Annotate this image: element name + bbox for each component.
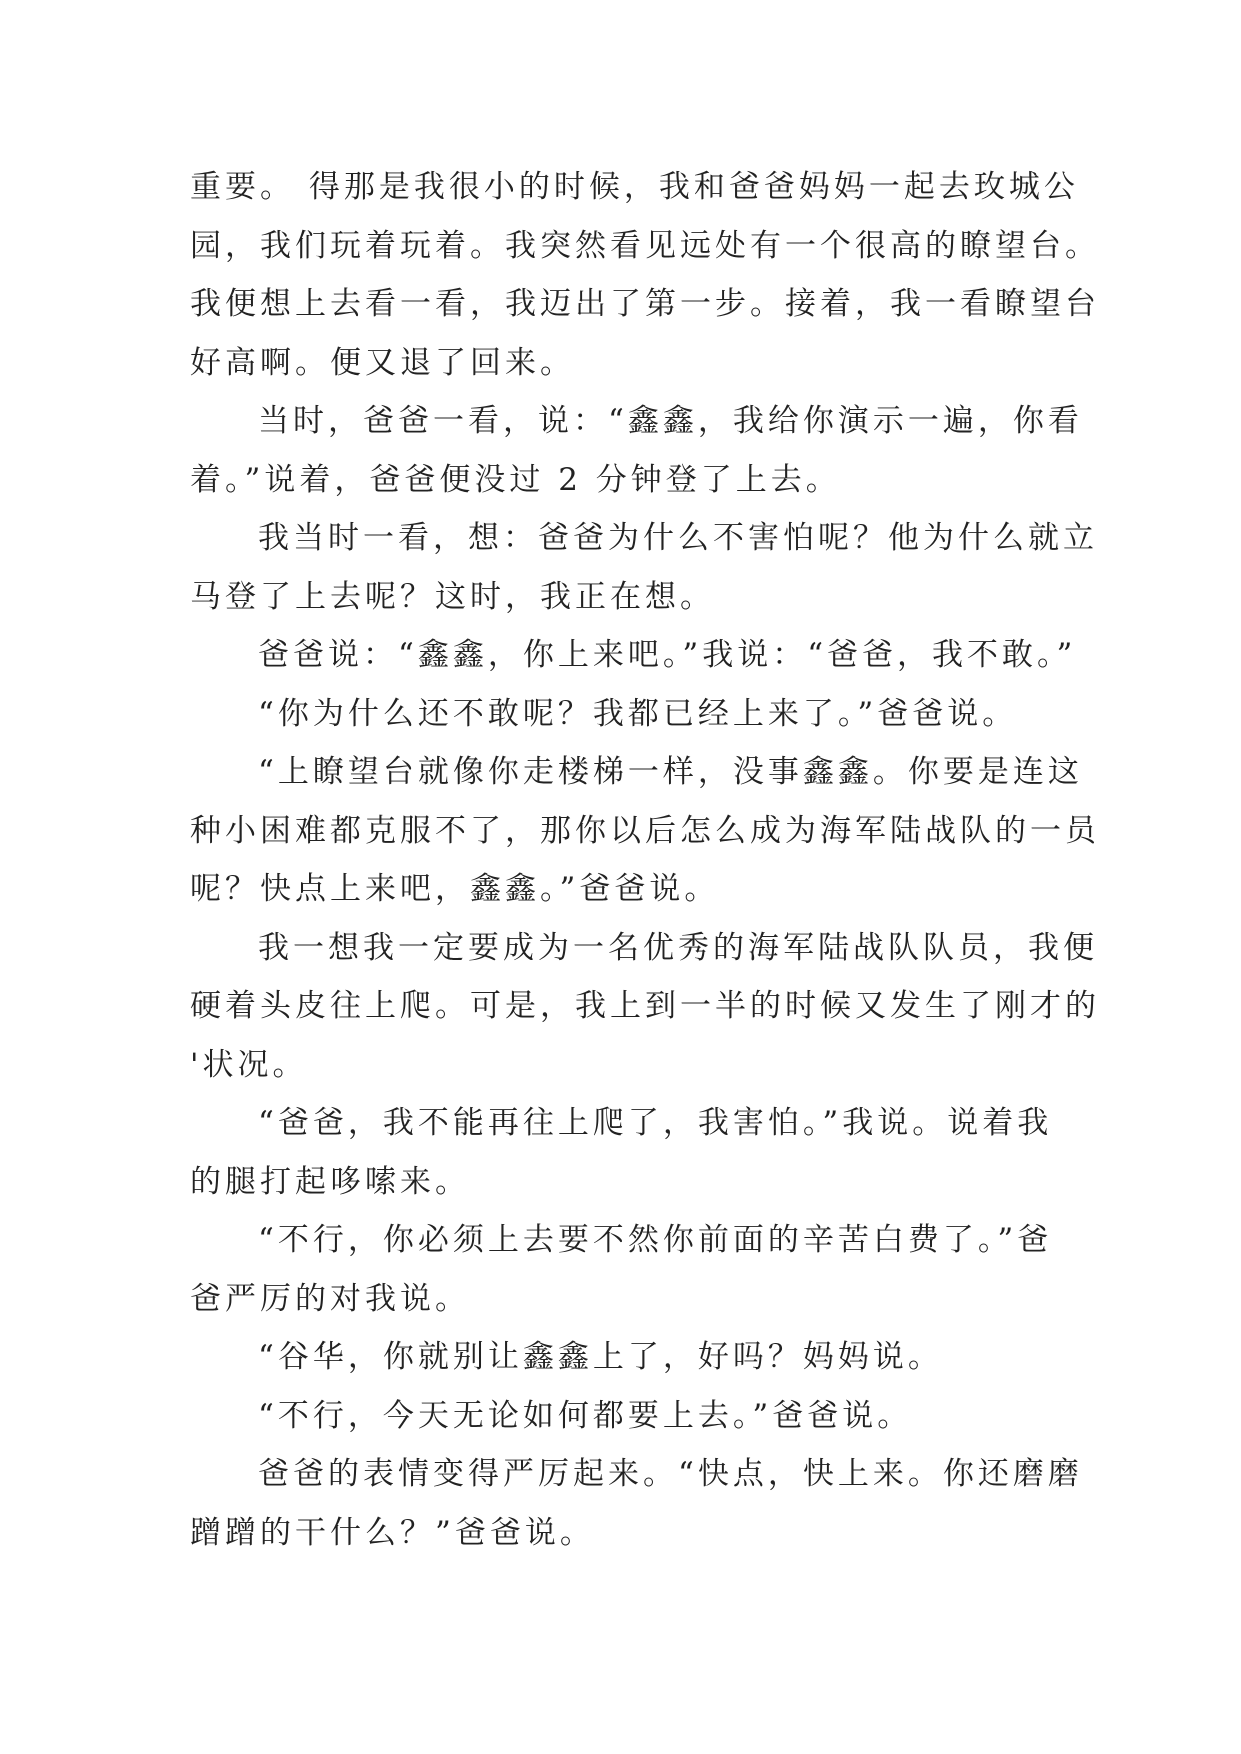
document-body [190, 158, 1100, 1562]
text-line: 爸严厉的对我说。 [190, 1280, 470, 1317]
text-line: 重要。 得那是我很小的时候，我和爸爸妈妈一起去玫城公 [190, 169, 1079, 205]
text-line: 马登了上去呢？这时，我正在想。 [190, 578, 715, 615]
text-line: 硬着头皮往上爬。可是，我上到一半的时候又发生了刚才的 [190, 988, 1100, 1024]
text-line: “爸爸，我不能再往上爬了，我害怕。”我说。说着我 [258, 1105, 1053, 1141]
text-line: 爸爸的表情变得严厉起来。“快点，快上来。你还磨磨 [258, 1456, 1083, 1492]
text-line: 园，我们玩着玩着。我突然看见远处有一个很高的瞭望台。 [190, 227, 1100, 264]
text-line: 呢？快点上来吧，鑫鑫。”爸爸说。 [190, 871, 720, 907]
text-line: 爸爸说：“鑫鑫，你上来吧。”我说：“爸爸，我不敢。” [258, 637, 1077, 673]
text-line: “不行，你必须上去要不然你前面的辛苦白费了。”爸 [258, 1222, 1053, 1258]
text-line: 的腿打起哆嗦来。 [190, 1163, 470, 1200]
text-line: “不行，今天无论如何都要上去。”爸爸说。 [258, 1397, 913, 1434]
text-line: 种小困难都克服不了，那你以后怎么成为海军陆战队的一员 [190, 812, 1100, 849]
text-line: 着。”说着，爸爸便没过 2 分钟登了上去。 [190, 461, 841, 498]
text-line: “你为什么还不敢呢？我都已经上来了。”爸爸说。 [258, 695, 1018, 732]
text-line: 好高啊。便又退了回来。 [190, 344, 575, 381]
text-line: 我便想上去看一看，我迈出了第一步。接着，我一看瞭望台 [190, 286, 1100, 322]
text-line: 我一想我一定要成为一名优秀的海军陆战队队员，我便 [258, 929, 1098, 966]
text-line: 我当时一看，想：爸爸为什么不害怕呢？他为什么就立 [258, 520, 1098, 556]
text-line: '状况。 [190, 1046, 308, 1083]
text-line: “上瞭望台就像你走楼梯一样，没事鑫鑫。你要是连这 [258, 754, 1083, 790]
text-line: 当时，爸爸一看，说：“鑫鑫，我给你演示一遍，你看 [258, 403, 1083, 439]
text-line: 蹭蹭的干什么？”爸爸说。 [190, 1514, 595, 1551]
text-line: “谷华，你就别让鑫鑫上了，好吗？妈妈说。 [258, 1339, 943, 1375]
